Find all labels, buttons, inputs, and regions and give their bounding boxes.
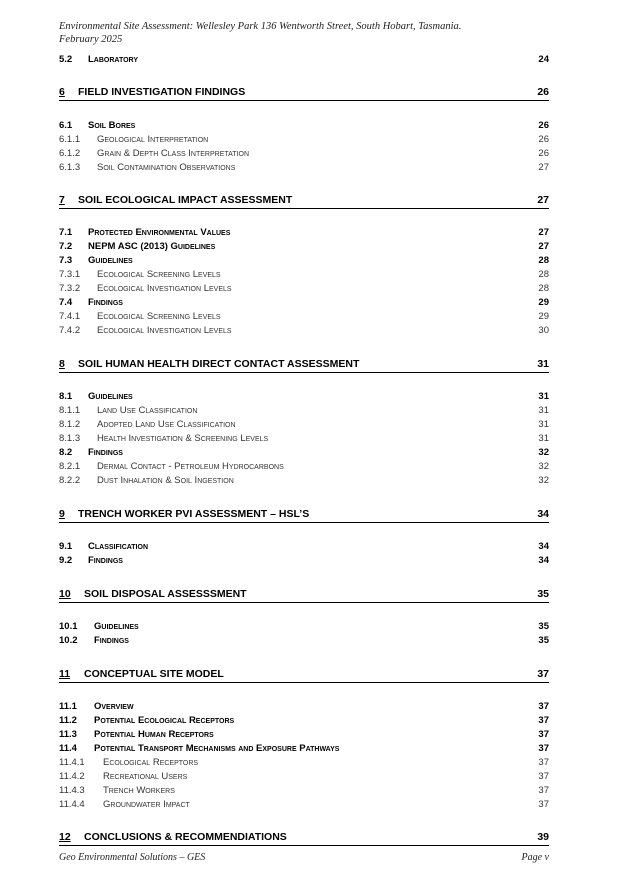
toc-entry-number: 7.4.1 <box>59 311 81 322</box>
toc-entry-number: 7.3.2 <box>59 283 81 294</box>
toc-entry-title: SOIL HUMAN HEALTH DIRECT CONTACT ASSESSMENT <box>78 358 360 370</box>
toc-entry-number: 8 <box>59 358 65 370</box>
toc-entry-page: 27 <box>538 227 549 238</box>
toc-entry-title: Trench Workers <box>103 785 175 796</box>
toc-entry-number: 7.2 <box>59 241 73 252</box>
toc-entry-title: Land Use Classification <box>97 405 198 416</box>
toc-entry[interactable] <box>59 620 549 634</box>
toc-entry[interactable] <box>59 432 549 446</box>
toc-entry-number: 9.2 <box>59 555 73 566</box>
toc-entry-number: 9.1 <box>59 541 73 552</box>
toc-entry-page: 37 <box>538 729 549 740</box>
toc-entry-title: TRENCH WORKER PVI ASSESSMENT – HSL’S <box>78 508 310 520</box>
toc-entry-number: 11.3 <box>59 729 77 740</box>
toc-entry-page: 30 <box>538 325 549 336</box>
toc-entry-number: 8.2 <box>59 447 73 458</box>
toc-entry-title: Grain & Depth Class Interpretation <box>97 148 250 159</box>
toc-entry-page: 28 <box>538 255 549 266</box>
toc-entry[interactable] <box>59 756 549 770</box>
toc-entry[interactable] <box>59 240 549 254</box>
toc-entry-page: 31 <box>538 391 549 402</box>
toc-entry-number: 8.1 <box>59 391 73 402</box>
toc-entry-title: Potential Human Receptors <box>94 729 214 740</box>
header-title: Environmental Site Assessment: Wellesley Park 136 Wentworth Street, South Hobart, Tasmania. <box>59 21 462 32</box>
toc-entry-title: Guidelines <box>88 255 133 266</box>
toc-entry-number: 7.3 <box>59 255 73 266</box>
toc-entry-page: 34 <box>537 508 549 520</box>
toc-entry[interactable] <box>59 728 549 742</box>
toc-entry-page: 28 <box>538 269 549 280</box>
toc-entry-title: SOIL DISPOSAL ASSESSSMENT <box>84 588 247 600</box>
toc-entry-title: Ecological Screening Levels <box>97 269 221 280</box>
footer-page-number: Page v <box>521 852 549 863</box>
toc-entry-title: Geological Interpretation <box>97 134 209 145</box>
toc-entry[interactable] <box>59 404 549 418</box>
toc-entry-page: 39 <box>537 831 549 843</box>
toc-entry[interactable] <box>59 296 549 310</box>
toc-entry[interactable] <box>59 474 549 488</box>
toc-entry-page: 32 <box>538 475 549 486</box>
toc-entry-title: FIELD INVESTIGATION FINDINGS <box>78 86 246 98</box>
toc-entry-title: Ecological Investigation Levels <box>97 283 232 294</box>
toc-entry-number: 8.2.2 <box>59 475 81 486</box>
toc-entry[interactable] <box>59 85 549 101</box>
toc-entry-number: 11.2 <box>59 715 77 726</box>
toc-entry-number: 7.3.1 <box>59 269 81 280</box>
toc-entry[interactable] <box>59 254 549 268</box>
toc-entry[interactable] <box>59 147 549 161</box>
toc-entry-page: 27 <box>537 194 549 206</box>
toc-entry-title: CONCLUSIONS & RECOMMENDIATIONS <box>84 831 287 843</box>
toc-entry-number: 11.4.2 <box>59 771 85 782</box>
toc-entry-number: 6.1.3 <box>59 162 81 173</box>
toc-entry-number: 6.1.1 <box>59 134 81 145</box>
toc-entry-title: Recreational Users <box>103 771 188 782</box>
toc-entry-number: 11.4.1 <box>59 757 85 768</box>
toc-entry-title: Soil Bores <box>88 120 136 131</box>
toc-entry[interactable] <box>59 742 549 756</box>
toc-entry-page: 35 <box>537 588 549 600</box>
toc-entry-page: 37 <box>538 701 549 712</box>
toc-entry-title: Laboratory <box>88 54 139 65</box>
toc-entry-number: 7.4 <box>59 297 73 308</box>
toc-entry[interactable] <box>59 798 549 812</box>
toc-entry[interactable] <box>59 193 549 209</box>
toc-entry-page: 28 <box>538 283 549 294</box>
toc-entry-page: 27 <box>538 241 549 252</box>
toc-entry-page: 37 <box>538 771 549 782</box>
toc-entry[interactable] <box>59 268 549 282</box>
toc-entry[interactable] <box>59 634 549 648</box>
toc-entry-page: 31 <box>537 358 549 370</box>
toc-entry-number: 8.2.1 <box>59 461 81 472</box>
toc-entry[interactable] <box>59 587 549 603</box>
toc-entry-title: Findings <box>94 635 129 646</box>
toc-entry[interactable] <box>59 714 549 728</box>
toc-entry[interactable] <box>59 507 549 523</box>
toc-entry[interactable] <box>59 357 549 373</box>
toc-entry[interactable] <box>59 554 549 568</box>
toc-entry-page: 31 <box>538 419 549 430</box>
toc-entry-page: 26 <box>538 120 549 131</box>
toc-entry-number: 10.2 <box>59 635 78 646</box>
toc-entry[interactable] <box>59 282 549 296</box>
toc-entry-page: 26 <box>537 86 549 98</box>
toc-entry-title: Ecological Screening Levels <box>97 311 221 322</box>
toc-entry-number: 7.1 <box>59 227 73 238</box>
toc-entry-number: 11.4 <box>59 743 77 754</box>
header-date: February 2025 <box>59 33 123 45</box>
toc-entry-number: 11.1 <box>59 701 77 712</box>
toc-entry-page: 31 <box>538 405 549 416</box>
toc-entry[interactable] <box>59 226 549 240</box>
toc-entry-page: 37 <box>537 668 549 680</box>
toc-entry-title: CONCEPTUAL SITE MODEL <box>84 668 224 680</box>
toc-entry-page: 35 <box>538 635 549 646</box>
toc-entry-number: 11 <box>59 668 71 680</box>
toc-entry-title: Protected Environmental Values <box>88 227 231 238</box>
toc-entry-page: 27 <box>538 162 549 173</box>
toc-entry-page: 34 <box>538 541 549 552</box>
toc-entry-page: 37 <box>538 785 549 796</box>
toc-entry-number: 6 <box>59 86 65 98</box>
toc-entry-page: 37 <box>538 743 549 754</box>
toc-entry[interactable] <box>59 667 549 683</box>
toc-entry[interactable] <box>59 700 549 714</box>
toc-entry-page: 37 <box>538 799 549 810</box>
toc-entry[interactable] <box>59 540 549 554</box>
toc-entry-title: Guidelines <box>88 391 133 402</box>
toc-entry[interactable] <box>59 133 549 147</box>
toc-entry-number: 11.4.4 <box>59 799 85 810</box>
toc-entry-title: NEPM ASC (2013) Guidelines <box>88 241 216 252</box>
toc-entry-page: 29 <box>538 297 549 308</box>
toc-entry[interactable] <box>59 119 549 133</box>
toc-entry-number: 10.1 <box>59 621 78 632</box>
footer-company: Geo Environmental Solutions – GES <box>59 852 206 863</box>
toc-entry-page: 37 <box>538 715 549 726</box>
toc-entry-title: Dermal Contact - Petroleum Hydrocarbons <box>97 461 284 472</box>
toc-entry-number: 9 <box>59 508 65 520</box>
toc-entry-number: 11.4.3 <box>59 785 85 796</box>
toc-entry-title: Soil Contamination Observations <box>97 162 236 173</box>
toc-entry[interactable] <box>59 446 549 460</box>
toc-entry-number: 10 <box>59 588 71 600</box>
toc-entry[interactable] <box>59 161 549 175</box>
toc-entry-number: 6.1 <box>59 120 73 131</box>
toc-entry[interactable] <box>59 770 549 784</box>
toc-entry-page: 32 <box>538 461 549 472</box>
toc-entry-page: 31 <box>538 433 549 444</box>
toc-entry-title: Health Investigation & Screening Levels <box>97 433 269 444</box>
toc-entry-page: 29 <box>538 311 549 322</box>
toc-entry-title: Findings <box>88 555 123 566</box>
toc-entry[interactable] <box>59 310 549 324</box>
toc-entry-title: Ecological Receptors <box>103 757 199 768</box>
toc-entry-title: Guidelines <box>94 621 139 632</box>
toc-entry[interactable] <box>59 418 549 432</box>
toc-entry-title: Groundwater Impact <box>103 799 190 810</box>
toc-entry-page: 35 <box>538 621 549 632</box>
toc-entry-title: Findings <box>88 297 123 308</box>
toc-entry-page: 26 <box>538 148 549 159</box>
toc-entry-title: Findings <box>88 447 123 458</box>
toc-entry-page: 26 <box>538 134 549 145</box>
toc-entry-page: 32 <box>538 447 549 458</box>
toc-entry-number: 8.1.1 <box>59 405 81 416</box>
toc-entry-title: Ecological Investigation Levels <box>97 325 232 336</box>
toc-entry-number: 6.1.2 <box>59 148 81 159</box>
toc-entry-title: Dust Inhalation & Soil Ingestion <box>97 475 234 486</box>
toc-entry[interactable] <box>59 324 549 338</box>
toc-entry-title: Potential Ecological Receptors <box>94 715 235 726</box>
toc-entry-number: 12 <box>59 831 71 843</box>
toc-entry-number: 5.2 <box>59 54 73 65</box>
toc-entry-page: 24 <box>538 54 549 65</box>
toc-entry[interactable] <box>59 390 549 404</box>
toc-entry-title: Classification <box>88 541 149 552</box>
toc-entry[interactable] <box>59 53 549 67</box>
toc-entry-title: Overview <box>94 701 134 712</box>
toc-entry[interactable] <box>59 460 549 474</box>
toc-entry-number: 7 <box>59 194 65 206</box>
toc-entry-title: Potential Transport Mechanisms and Exposure Pathways <box>94 743 340 754</box>
toc-entry-page: 37 <box>538 757 549 768</box>
toc-entry-title: SOIL ECOLOGICAL IMPACT ASSESSMENT <box>78 194 293 206</box>
toc-entry[interactable] <box>59 830 549 846</box>
toc-entry-number: 7.4.2 <box>59 325 81 336</box>
toc-entry-title: Adopted Land Use Classification <box>97 419 236 430</box>
toc-entry[interactable] <box>59 784 549 798</box>
toc-entry-page: 34 <box>538 555 549 566</box>
toc-entry-number: 8.1.3 <box>59 433 81 444</box>
toc-entry-number: 8.1.2 <box>59 419 81 430</box>
